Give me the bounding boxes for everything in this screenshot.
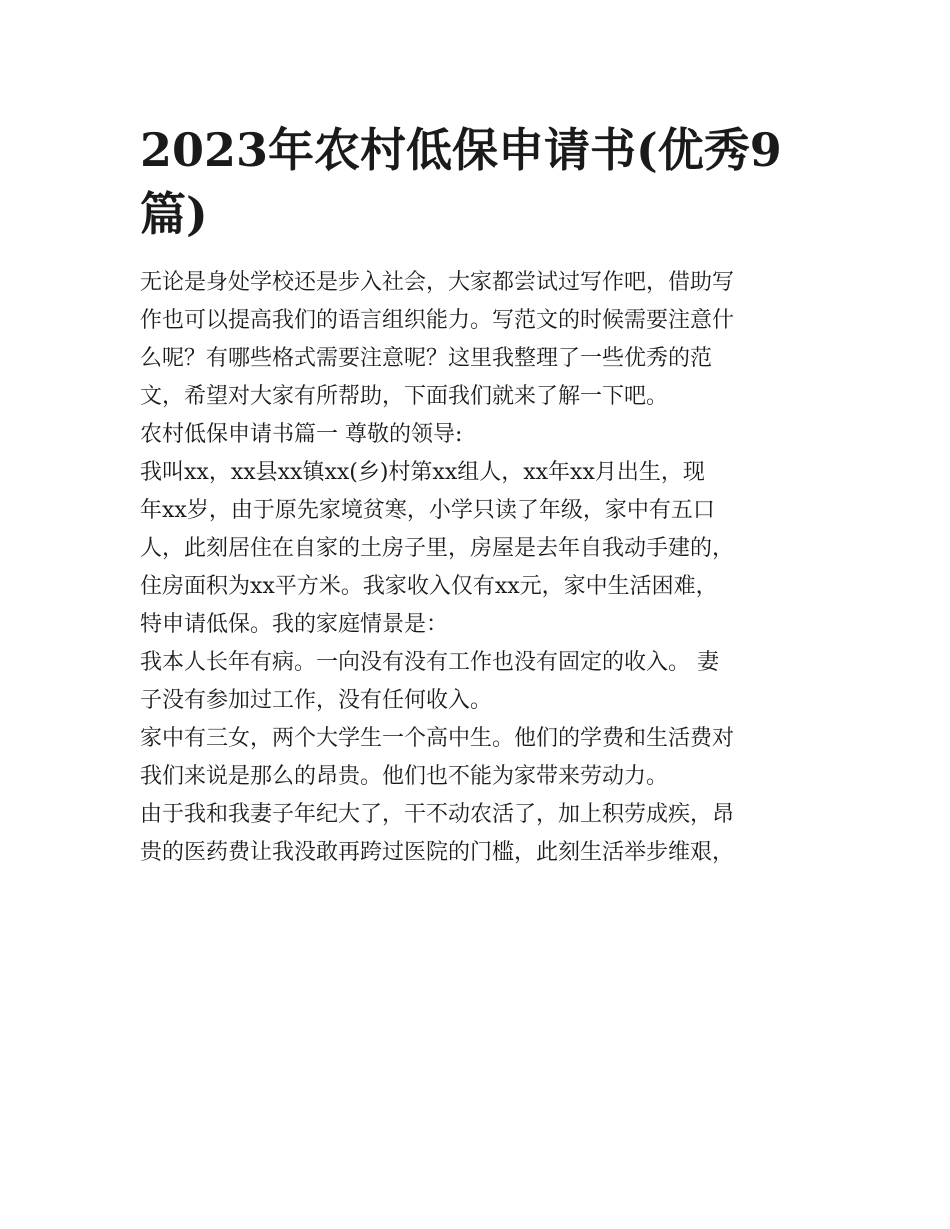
text-line: 贵的医药费让我没敢再跨过医院的门槛，此刻生活举步维艰， [140, 840, 735, 865]
children-paragraph [140, 720, 812, 796]
text-line: 由于我和我妻子年纪大了，干不动农活了，加上积劳成疾，昂 [140, 802, 735, 827]
text-line: 我本人长年有病。一向没有没有工作也没有固定的收入。 妻 [140, 650, 719, 675]
text-line: 人，此刻居住在自家的土房子里，房屋是去年自我动手建的， [140, 536, 735, 561]
text-line: 我们来说是那么的昂贵。他们也不能为家带来劳动力。 [140, 764, 669, 789]
text-line: 特申请低保。我的家庭情景是： [140, 612, 449, 637]
document-title [140, 118, 812, 246]
text-line: 无论是身处学校还是步入社会，大家都尝试过写作吧，借助写 [140, 270, 735, 295]
section-heading-paragraph [140, 416, 812, 454]
title-line: 篇) [140, 187, 208, 241]
text-line: 农村低保申请书篇一 尊敬的领导: [140, 422, 463, 447]
text-line: 子没有参加过工作，没有任何收入。 [140, 688, 493, 713]
health-paragraph [140, 644, 812, 720]
text-line: 我叫xx，xx县xx镇xx(乡)村第xx组人，xx年xx月出生，现 [140, 460, 705, 485]
hardship-paragraph [140, 796, 812, 872]
title-line: 2023年农村低保申请书(优秀9 [140, 123, 782, 177]
text-line: 年xx岁，由于原先家境贫寒，小学只读了年级，家中有五口 [140, 498, 715, 523]
text-line: 么呢？有哪些格式需要注意呢？这里我整理了一些优秀的范 [140, 346, 713, 371]
text-line: 家中有三女，两个大学生一个高中生。他们的学费和生活费对 [140, 726, 735, 751]
text-line: 作也可以提高我们的语言组织能力。写范文的时候需要注意什 [140, 308, 735, 333]
document-body [140, 118, 812, 872]
text-line: 文，希望对大家有所帮助，下面我们就来了解一下吧。 [140, 384, 669, 409]
intro-paragraph [140, 264, 812, 416]
text-line: 住房面积为xx平方米。我家收入仅有xx元，家中生活困难， [140, 574, 718, 599]
applicant-info-paragraph [140, 454, 812, 644]
